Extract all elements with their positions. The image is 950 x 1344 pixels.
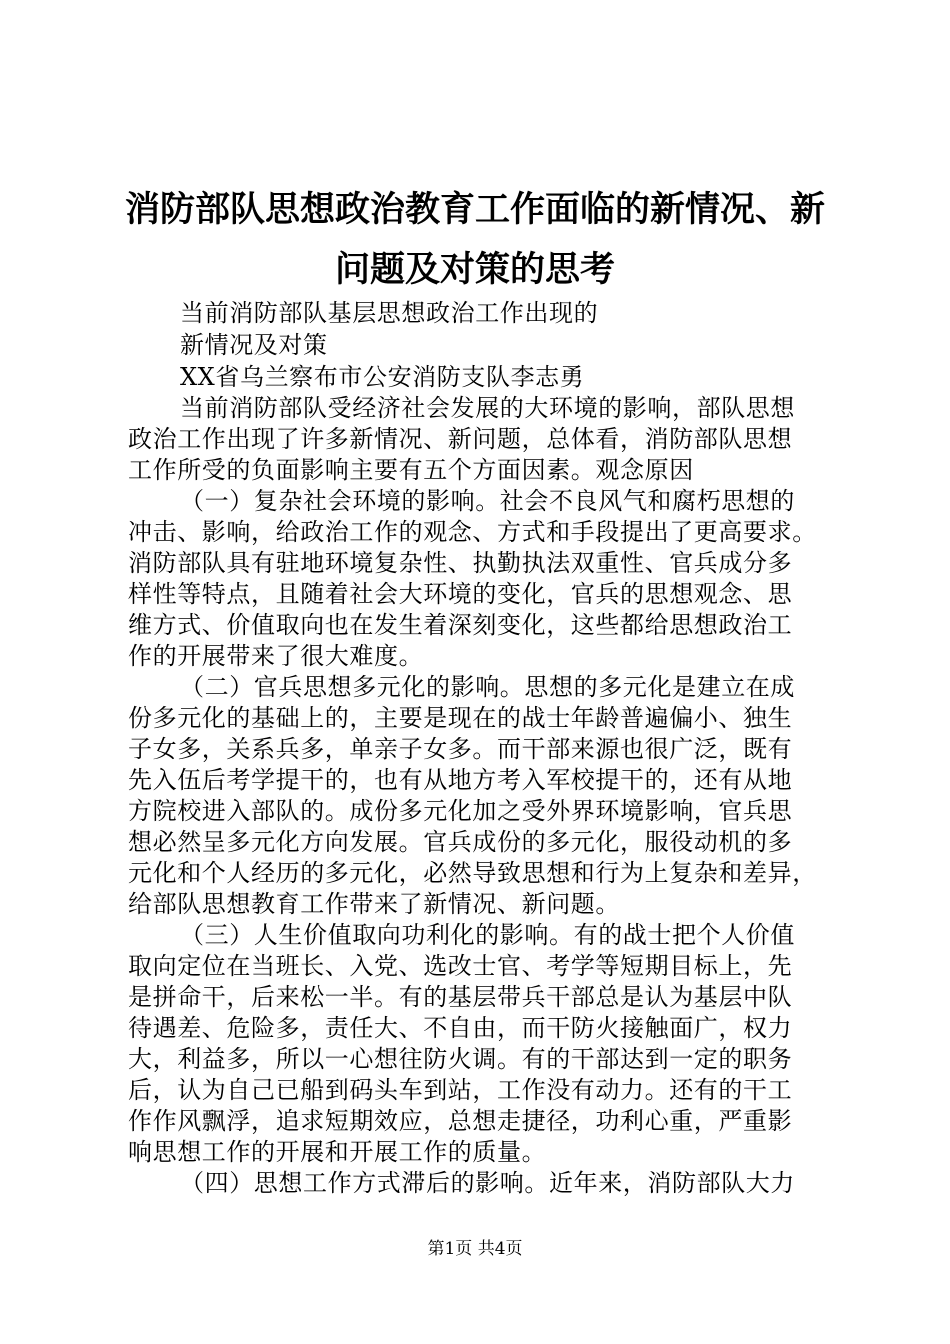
subtitle-line-2: 新情况及对策 [180,331,328,359]
paragraph-line: 作的开展带来了很大难度。 [128,642,424,670]
paragraph-line: 给部队思想教育工作带来了新情况、新问题。 [128,890,620,918]
paragraph-line: （二）官兵思想多元化的影响。思想的多元化是建立在成 [180,673,795,701]
paragraph-line: 取向定位在当班长、入党、选改士官、考学等短期目标上，先 [128,952,793,980]
paragraph-line: 消防部队具有驻地环境复杂性、执勤执法双重性、官兵成分多 [128,549,793,577]
paragraph-line: 元化和个人经历的多元化，必然导致思想和行为上复杂和差异， [128,859,817,887]
paragraph-line: 想必然呈多元化方向发展。官兵成份的多元化，服役动机的多 [128,828,793,856]
paragraph-line: 维方式、价值取向也在发生着深刻变化，这些都给思想政治工 [128,611,793,639]
paragraph-line: （三）人生价值取向功利化的影响。有的战士把个人价值 [180,921,795,949]
paragraph-line: 大，利益多，所以一心想往防火调。有的干部达到一定的职务 [128,1045,793,1073]
document-title-line-1: 消防部队思想政治教育工作面临的新情况、新 [124,189,825,230]
paragraph-line: 样性等特点，且随着社会大环境的变化，官兵的思想观念、思 [128,580,793,608]
paragraph-line: 先入伍后考学提干的，也有从地方考入军校提干的，还有从地 [128,766,793,794]
subtitle-line-1: 当前消防部队基层思想政治工作出现的 [180,299,599,327]
paragraph-line: 政治工作出现了许多新情况、新问题，总体看，消防部队思想 [128,425,793,453]
paragraph-line: 子女多，关系兵多，单亲子女多。而干部来源也很广泛，既有 [128,735,793,763]
paragraph-line: （四）思想工作方式滞后的影响。近年来，消防部队大力 [180,1169,795,1197]
document-title-line-2: 问题及对策的思考 [334,249,615,290]
paragraph-line: 响思想工作的开展和开展工作的质量。 [128,1138,547,1166]
paragraph-line: 冲击、影响，给政治工作的观念、方式和手段提出了更高要求。 [128,518,817,546]
paragraph-line: 方院校进入部队的。成份多元化加之受外界环境影响，官兵思 [128,797,793,825]
paragraph-line: 当前消防部队受经济社会发展的大环境的影响，部队思想 [180,394,795,422]
paragraph-line: 是拼命干，后来松一半。有的基层带兵干部总是认为基层中队 [128,983,793,1011]
paragraph-line: 后，认为自己已船到码头车到站，工作没有动力。还有的干工 [128,1076,793,1104]
author-line: XX省乌兰察布市公安消防支队李志勇 [180,363,585,391]
page-number-footer: 第1页 共4页 [427,1239,523,1259]
paragraph-line: 待遇差、危险多，责任大、不自由，而干防火接触面广，权力 [128,1014,793,1042]
paragraph-line: 工作所受的负面影响主要有五个方面因素。观念原因 [128,456,694,484]
paragraph-line: （一）复杂社会环境的影响。社会不良风气和腐朽思想的 [180,487,795,515]
paragraph-line: 作作风飘浮，追求短期效应，总想走捷径，功利心重，严重影 [128,1107,793,1135]
paragraph-line: 份多元化的基础上的，主要是现在的战士年龄普遍偏小、独生 [128,704,793,732]
